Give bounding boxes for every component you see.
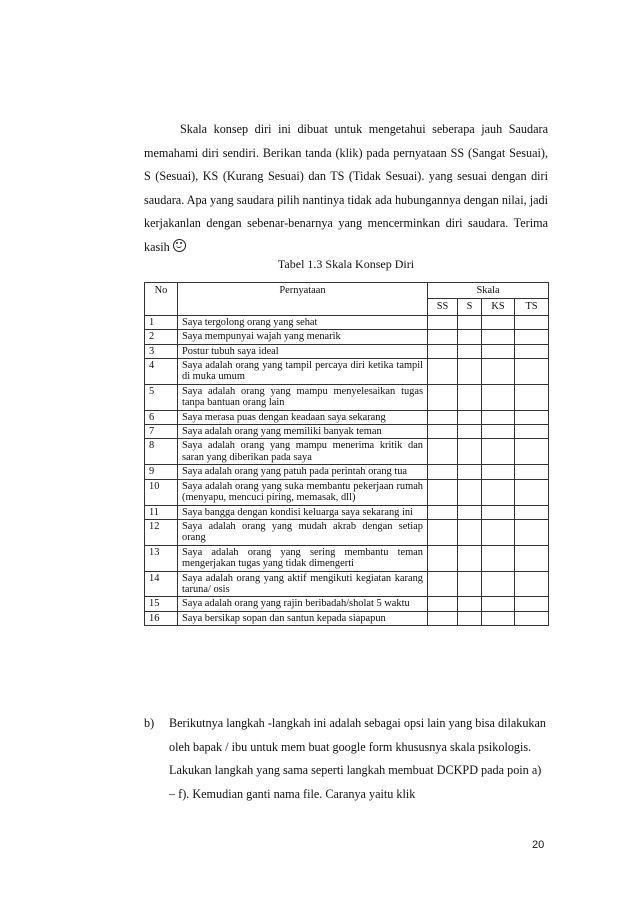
answer-cell-ss[interactable]: [428, 384, 458, 410]
answer-cell-ts[interactable]: [515, 545, 549, 571]
row-number: 2: [145, 330, 178, 344]
answer-cell-ss[interactable]: [428, 410, 458, 424]
answer-cell-ts[interactable]: [515, 479, 549, 505]
answer-cell-ts[interactable]: [515, 505, 549, 519]
row-number: 10: [145, 479, 178, 505]
table-row: [145, 479, 549, 505]
header-statement: Pernyataan: [178, 283, 428, 316]
answer-cell-ss[interactable]: [428, 519, 458, 545]
row-number: 13: [145, 545, 178, 571]
answer-cell-s[interactable]: [458, 410, 482, 424]
answer-cell-ks[interactable]: [482, 344, 515, 358]
answer-cell-s[interactable]: [458, 315, 482, 329]
statement-cell: Saya adalah orang yang tampil percaya diri ketika tampil di muka umum: [178, 359, 428, 385]
answer-cell-s[interactable]: [458, 545, 482, 571]
answer-cell-ts[interactable]: [515, 359, 549, 385]
statement-cell: Saya adalah orang yang sering membantu teman mengerjakan tugas yang tidak dimengerti: [178, 545, 428, 571]
table-row: [145, 410, 549, 424]
answer-cell-ss[interactable]: [428, 425, 458, 439]
statement-cell: Saya adalah orang yang mudah akrab dengan setiap orang: [178, 519, 428, 545]
answer-cell-ts[interactable]: [515, 439, 549, 465]
answer-cell-ks[interactable]: [482, 315, 515, 329]
answer-cell-ss[interactable]: [428, 505, 458, 519]
answer-cell-s[interactable]: [458, 465, 482, 479]
answer-cell-ks[interactable]: [482, 479, 515, 505]
table-row: [145, 611, 549, 625]
row-number: 12: [145, 519, 178, 545]
smiley-icon: [173, 239, 186, 252]
row-number: 8: [145, 439, 178, 465]
step-b-label: b): [144, 716, 155, 730]
answer-cell-ks[interactable]: [482, 410, 515, 424]
table-row: [145, 597, 549, 611]
statement-cell: Saya adalah orang yang mampu menerima kritik dan saran yang diberikan pada saya: [178, 439, 428, 465]
row-number: 4: [145, 359, 178, 385]
answer-cell-ts[interactable]: [515, 597, 549, 611]
answer-cell-ss[interactable]: [428, 344, 458, 358]
row-number: 15: [145, 597, 178, 611]
answer-cell-ss[interactable]: [428, 545, 458, 571]
statement-cell: Saya merasa puas dengan keadaan saya sekarang: [178, 410, 428, 424]
answer-cell-s[interactable]: [458, 611, 482, 625]
statement-cell: Postur tubuh saya ideal: [178, 344, 428, 358]
answer-cell-s[interactable]: [458, 439, 482, 465]
step-b-paragraph: [144, 712, 548, 806]
row-number: 16: [145, 611, 178, 625]
answer-cell-ks[interactable]: [482, 330, 515, 344]
answer-cell-s[interactable]: [458, 425, 482, 439]
row-number: 7: [145, 425, 178, 439]
answer-cell-ss[interactable]: [428, 315, 458, 329]
answer-cell-ss[interactable]: [428, 479, 458, 505]
table-row: [145, 545, 549, 571]
step-b-text: Berikutnya langkah -langkah ini adalah sebagai opsi lain yang bisa dilakukan oleh bapak / ibu untuk mem buat google form khususnya skala psikologis. Lakukan langkah yang sama seperti langkah membuat DCKPD pada poin a) – f). Kemudian ganti nama file. Caranya yaitu klik: [169, 716, 547, 801]
answer-cell-s[interactable]: [458, 571, 482, 597]
header-ks: KS: [482, 299, 515, 315]
statement-cell: Saya bersikap sopan dan santun kepada siapapun: [178, 611, 428, 625]
answer-cell-ts[interactable]: [515, 315, 549, 329]
answer-cell-ks[interactable]: [482, 465, 515, 479]
answer-cell-ts[interactable]: [515, 410, 549, 424]
answer-cell-ts[interactable]: [515, 344, 549, 358]
header-s: S: [458, 299, 482, 315]
table-row: [145, 344, 549, 358]
intro-paragraph: [144, 118, 548, 260]
answer-cell-ts[interactable]: [515, 330, 549, 344]
answer-cell-ss[interactable]: [428, 465, 458, 479]
statement-cell: Saya adalah orang yang rajin beribadah/sholat 5 waktu: [178, 597, 428, 611]
row-number: 3: [145, 344, 178, 358]
answer-cell-ks[interactable]: [482, 384, 515, 410]
row-number: 1: [145, 315, 178, 329]
answer-cell-s[interactable]: [458, 479, 482, 505]
answer-cell-s[interactable]: [458, 344, 482, 358]
row-number: 14: [145, 571, 178, 597]
statement-cell: Saya adalah orang yang mampu menyelesaikan tugas tanpa bantuan orang lain: [178, 384, 428, 410]
answer-cell-ts[interactable]: [515, 465, 549, 479]
answer-cell-s[interactable]: [458, 519, 482, 545]
answer-cell-ks[interactable]: [482, 545, 515, 571]
answer-cell-ks[interactable]: [482, 611, 515, 625]
answer-cell-ts[interactable]: [515, 384, 549, 410]
answer-cell-ks[interactable]: [482, 359, 515, 385]
table-row: [145, 465, 549, 479]
statement-cell: Saya adalah orang yang patuh pada perintah orang tua: [178, 465, 428, 479]
header-ss: SS: [428, 299, 458, 315]
answer-cell-ks[interactable]: [482, 519, 515, 545]
row-number: 9: [145, 465, 178, 479]
answer-cell-ts[interactable]: [515, 425, 549, 439]
answer-cell-ks[interactable]: [482, 439, 515, 465]
answer-cell-ss[interactable]: [428, 571, 458, 597]
answer-cell-ks[interactable]: [482, 571, 515, 597]
header-no: No: [145, 283, 178, 316]
answer-cell-ts[interactable]: [515, 571, 549, 597]
statement-cell: Saya tergolong orang yang sehat: [178, 315, 428, 329]
answer-cell-ss[interactable]: [428, 359, 458, 385]
answer-cell-ss[interactable]: [428, 330, 458, 344]
answer-cell-s[interactable]: [458, 597, 482, 611]
statement-cell: Saya bangga dengan kondisi keluarga saya sekarang ini: [178, 505, 428, 519]
header-ts: TS: [515, 299, 549, 315]
answer-cell-ss[interactable]: [428, 597, 458, 611]
table-row: [145, 505, 549, 519]
table-row: [145, 519, 549, 545]
answer-cell-ss[interactable]: [428, 439, 458, 465]
answer-cell-ts[interactable]: [515, 519, 549, 545]
statement-cell: Saya adalah orang yang aktif mengikuti kegiatan karang taruna/ osis: [178, 571, 428, 597]
table-row: [145, 359, 549, 385]
table-row: [145, 425, 549, 439]
answer-cell-s[interactable]: [458, 384, 482, 410]
row-number: 11: [145, 505, 178, 519]
row-number: 6: [145, 410, 178, 424]
table-row: [145, 384, 549, 410]
answer-cell-ks[interactable]: [482, 505, 515, 519]
header-scale: Skala: [428, 283, 549, 299]
row-number: 5: [145, 384, 178, 410]
intro-text: Skala konsep diri ini dibuat untuk mengetahui seberapa jauh Saudara memahami diri sendiri. Berikan tanda (klik) pada pernyataan SS (Sangat Sesuai), S (Sesuai), KS (Kurang Sesuai) dan TS (Tidak Sesuai). yang sesuai dengan diri saudara. Apa yang saudara pilih nantinya tidak ada hubungannya dengan nilai, jadi kerjakanlan dengan sebenar-benarnya yang mencerminkan diri saudara. Terima kasih: [144, 122, 548, 254]
answer-cell-ks[interactable]: [482, 425, 515, 439]
table-caption: Tabel 1.3 Skala Konsep Diri: [277, 257, 415, 271]
answer-cell-ts[interactable]: [515, 611, 549, 625]
table-body: [145, 315, 549, 625]
table-row: [145, 330, 549, 344]
answer-cell-ks[interactable]: [482, 597, 515, 611]
answer-cell-s[interactable]: [458, 330, 482, 344]
table-row: [145, 571, 549, 597]
table-row: [145, 439, 549, 465]
answer-cell-s[interactable]: [458, 505, 482, 519]
statement-cell: Saya adalah orang yang memiliki banyak teman: [178, 425, 428, 439]
statement-cell: Saya mempunyai wajah yang menarik: [178, 330, 428, 344]
page-number: 20: [532, 839, 545, 851]
skala-konsep-diri-table: [144, 282, 549, 626]
answer-cell-s[interactable]: [458, 359, 482, 385]
statement-cell: Saya adalah orang yang suka membantu pekerjaan rumah (menyapu, mencuci piring, memasak, dll): [178, 479, 428, 505]
table-row: [145, 315, 549, 329]
answer-cell-ss[interactable]: [428, 611, 458, 625]
